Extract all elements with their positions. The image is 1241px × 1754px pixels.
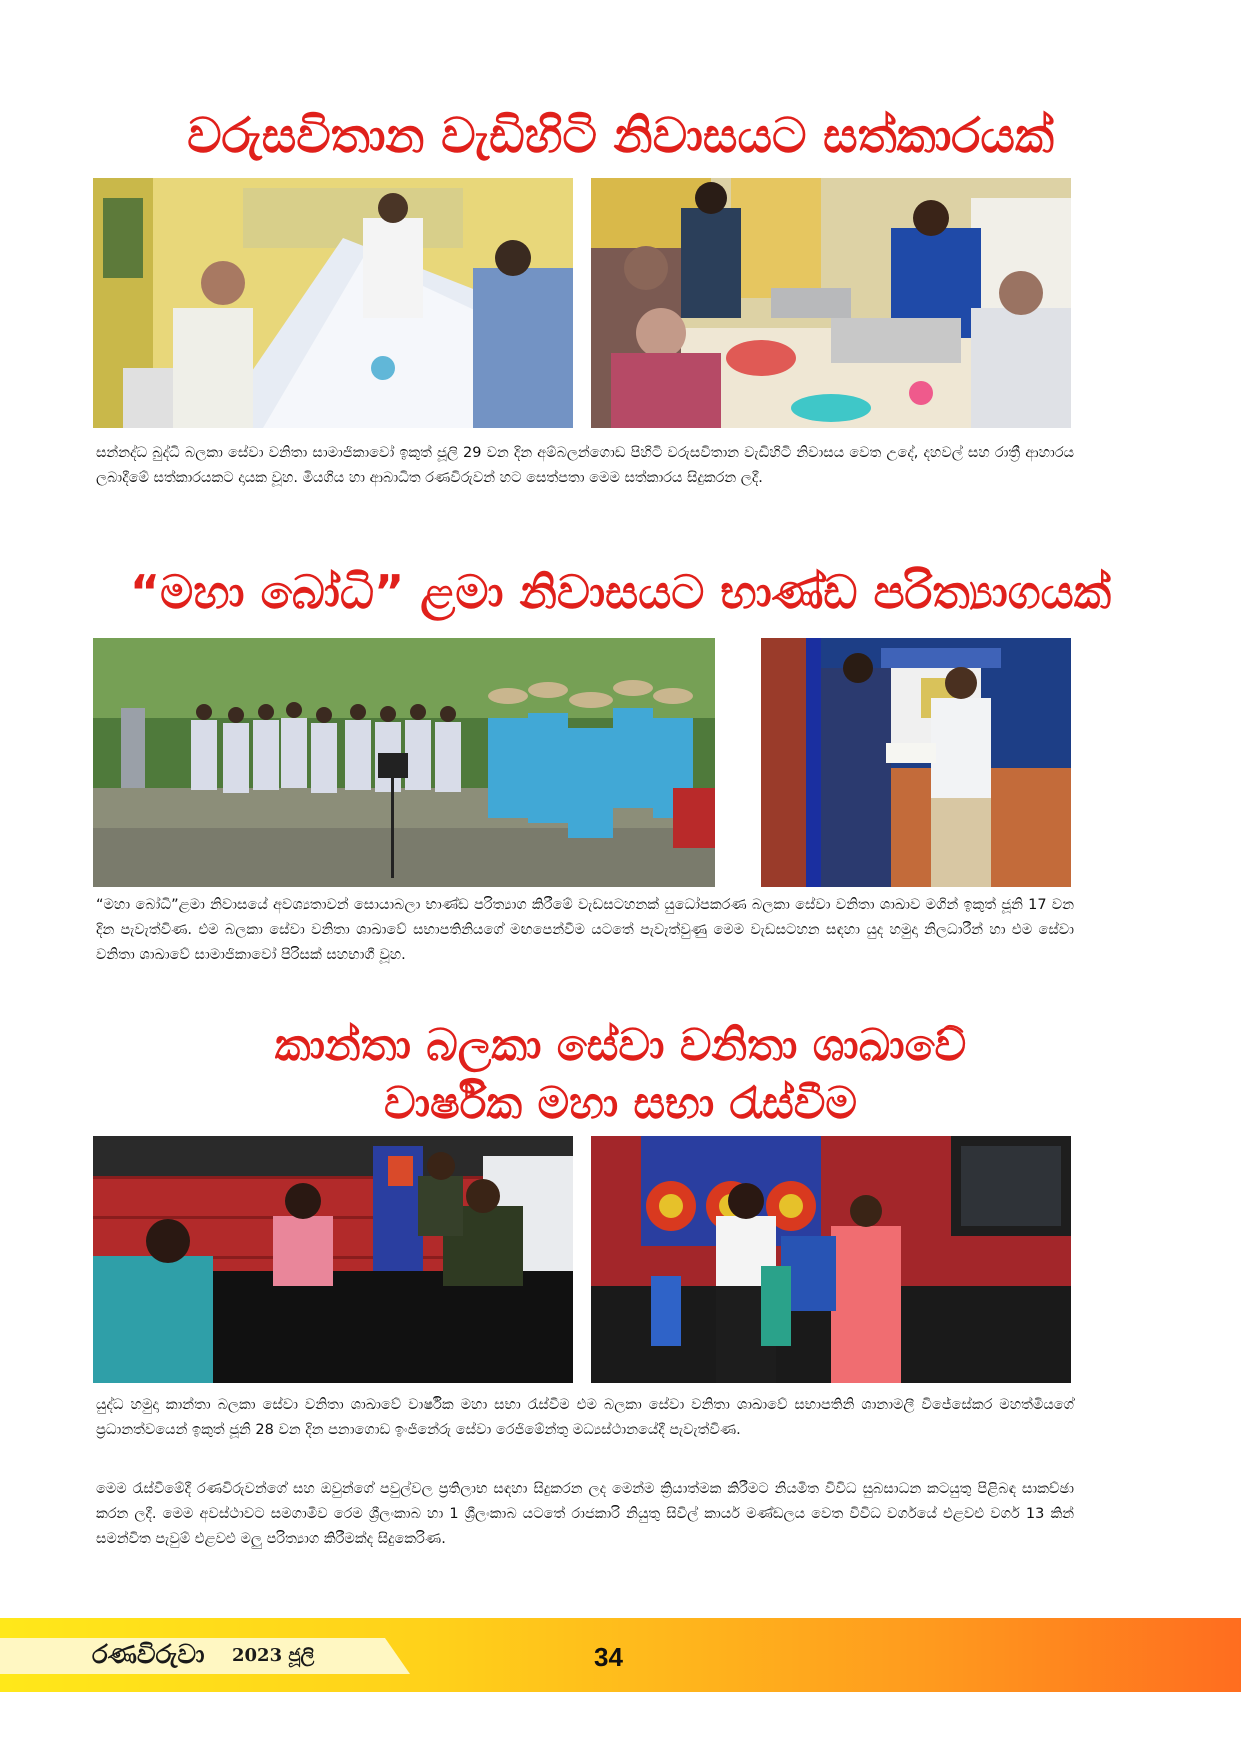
- section3-title-line1: කාන්තා බලකා සේවා වනිතා ශාඛාවේ: [274, 1020, 967, 1071]
- section1-caption: සන්නද්ධ බුද්ධි බලකා සේවා වනිතා සාමාජිකාවෝ ඉකුත් ජූලි 29 වන දින අම්බලන්ගොඩ පිහිටි වරුසවිතාන වැඩිහිටි නිවාසය වෙත උදේ, දහවල් සහ රාත්‍රී ආහාරය ලබාදීමේ සත්කාරයකට දායක වූහ. මියගිය හා ආබාධිත රණවිරුවන් හට සෙත්පතා මෙම සත්කාරය සිදුකරන ලදී.: [96, 445, 1074, 486]
- photo-bag-donation: [591, 1136, 1071, 1383]
- section2-title: “මහා බෝධි” ළමා නිවාසයට භාණ්ඩ පරිත්‍යාගයක්: [129, 565, 1112, 619]
- magazine-logo: රණවිරුවා: [92, 1640, 205, 1670]
- photo-donation-handover: [761, 638, 1071, 887]
- issue-date: 2023 ජූලි: [232, 1645, 315, 1666]
- section1-title: වරුසවිතාන වැඩිහිටි නිවාසයට සත්කාරයක්: [187, 108, 1054, 164]
- section2-caption: “මහා බෝධි”ළමා නිවාසයේ අවශ්‍යතාවන් සොයාබලා භාණ්ඩ පරිත්‍යාග කිරීමේ වැඩසටහනක් යුධෝපකරණ බලකා සේවා වනිතා ශාඛාව මගින් ඉකුත් ජූනි 17 වන දින පැවැත්විණ. එම බලකා සේවා වනිතා ශාඛාවේ සභාපතිනියගේ මඟපෙන්වීම යටතේ පැවැත්වුණු මෙම වැඩසටහන සඳහා යුද හමුදා නිලධාරීන් හා එම සේවා වනිතා ශාඛාවේ සාමාජිකාවෝ පිරිසක් සහභාගී වූහ.: [96, 897, 1074, 963]
- photo-serving-food: [591, 178, 1071, 428]
- footer-left-panel: [0, 1638, 410, 1674]
- section3-caption2: මෙම රැස්වීමේදී රණවිරුවන්ගේ සහ ඔවුන්ගේ පවුල්වල ප්‍රතිලාභ සඳහා සිදුකරන ලද මෙන්ම ක්‍රියාත්මක කිරීමට නියමිත විවිධ සුබසාධන කටයුතු පිළිබඳ සාකච්ඡා කරන ලදී. මෙම අවස්ථාවට සමගාමීව රෙම ශ්‍රීලංකාබ හා 1 ශ්‍රීලංකාබ යටතේ රාජකාරි නියුතු සිවිල් කාර්ය මණ්ඩලය වෙත විවිධ වර්ගයේ එළවළු වර්ග 13 කින් සමන්විත පැවුම් එළවළු මලු පරිත්‍යාග කිරීමක්ද සිදුකෙරිණ.: [96, 1481, 1074, 1547]
- section3-caption1: යුද්ධ හමුදා කාන්තා බලකා සේවා වනිතා ශාඛාවේ වාර්ෂික මහා සභා රැස්වීම එම බලකා සේවා වනිතා ශාඛාවේ සභාපතිනි ශානාමලී විජේසේකර මහත්මියගේ ප්‍රධානත්වයෙන් ඉකුත් ජූනි 28 වන දින පනාගොඩ ඉංජිනේරු සේවා රෙජිමේන්තු මධ්‍යස්ථානයේදී පැවැත්විණ.: [96, 1397, 1074, 1438]
- page-number: 34: [594, 1642, 623, 1672]
- photo-elders-meal-table: [93, 178, 573, 428]
- section3-title-line2: වාර්ෂික මහා සභා රැස්වීම: [383, 1078, 858, 1129]
- photo-children-choir-band: [93, 638, 715, 887]
- photo-meeting-head-table: [93, 1136, 573, 1383]
